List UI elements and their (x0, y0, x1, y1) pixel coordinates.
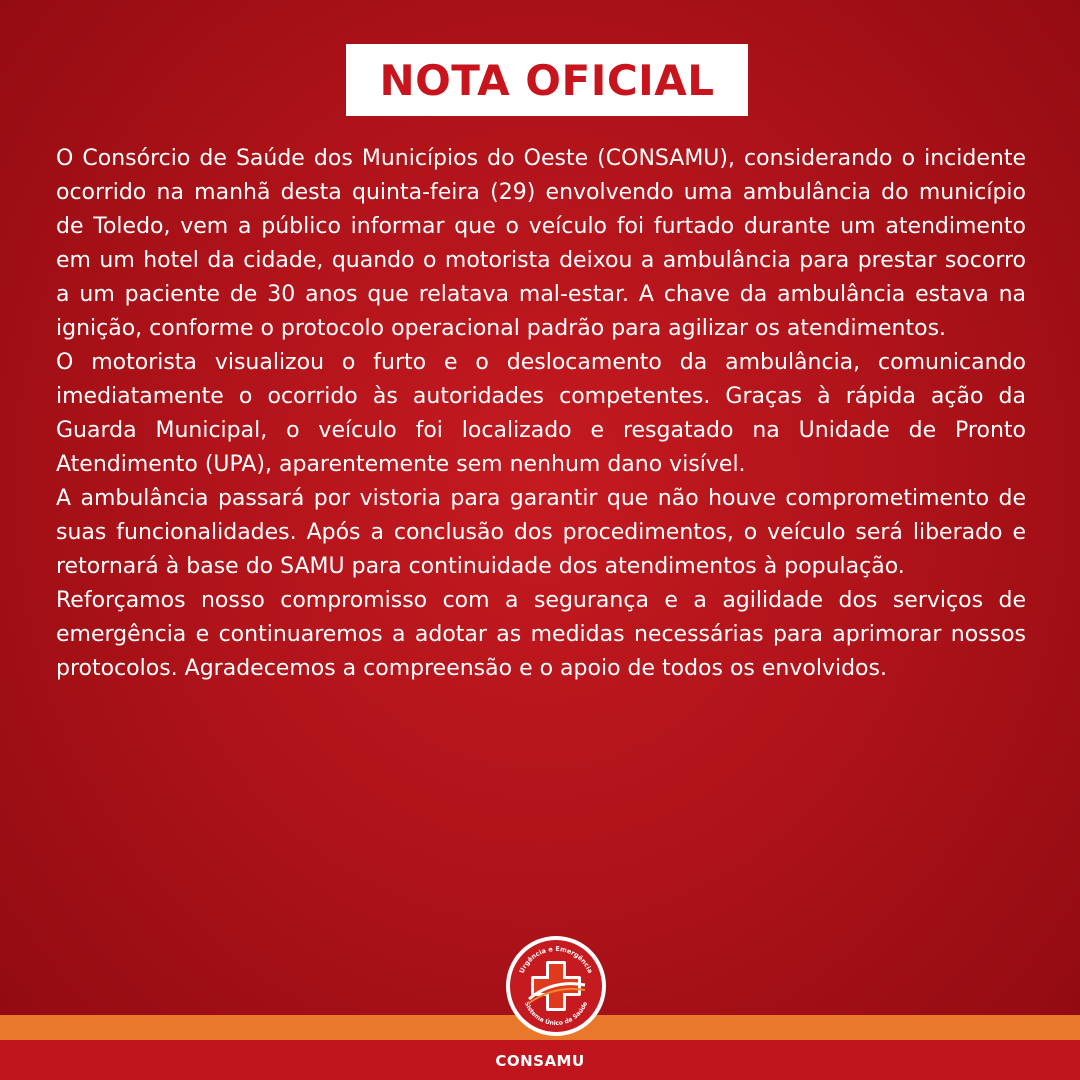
footer-band (0, 1040, 1080, 1080)
paragraph-1: O Consórcio de Saúde dos Municípios do Oeste (CONSAMU), considerando o incidente ocorrido na manhã desta quinta-feira (29) envolvendo uma ambulância do município de Toledo, vem a público informar que o veículo foi furtado durante um atendimento em um hotel da cidade, quando o motorista deixou a ambulância para prestar socorro a um paciente de 30 anos que relatava mal-estar. A chave da ambulância estava na ignição, conforme o protocolo operacional padrão para agilizar os atendimentos. (56, 146, 1026, 341)
title-box (346, 44, 748, 116)
footer-label: CONSAMU (495, 1052, 585, 1070)
samu-logo (505, 935, 607, 1037)
page-title: NOTA OFICIAL (379, 55, 715, 105)
paragraph-4: Reforçamos nosso compromisso com a segurança e a agilidade dos serviços de emergência e continuaremos a adotar as medidas necessárias para aprimorar nossos protocolos. Agradecemos a compreensão e o apoio de todos os envolvidos. (56, 588, 1026, 681)
logo-top-text: Urgência e Emergência (517, 944, 595, 975)
logo-bottom-text: Sistema Único de Saúde (522, 1000, 590, 1028)
paragraph-3: A ambulância passará por vistoria para garantir que não houve comprometimento de suas funcionalidades. Após a conclusão dos procedimentos, o veículo será liberado e retornará à base do SAMU para continuidade dos atendimentos à população. (56, 486, 1026, 579)
statement-body (56, 142, 1026, 686)
paragraph-2: O motorista visualizou o furto e o deslocamento da ambulância, comunicando imediatamente o ocorrido às autoridades competentes. Graças à rápida ação da Guarda Municipal, o veículo foi localizado e resgatado na Unidade de Pronto Atendimento (UPA), aparentemente sem nenhum dano visível. (56, 350, 1026, 477)
